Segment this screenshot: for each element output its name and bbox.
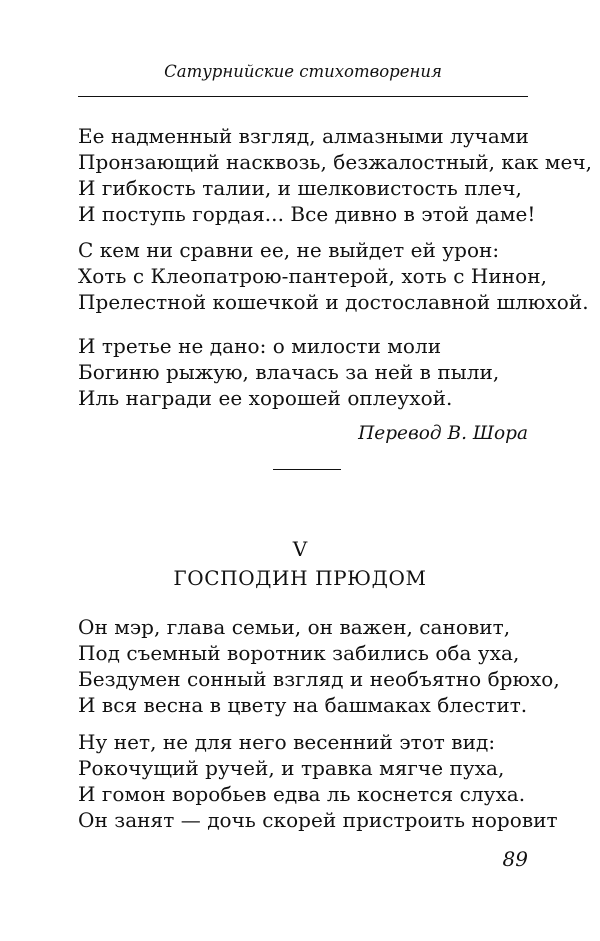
verse-line: Иль награди ее хорошей оплеухой.: [78, 386, 453, 410]
running-header: Сатурнийские стихотворения: [164, 62, 442, 81]
verse-line: Бездумен сонный взгляд и необъятно брюхо,: [78, 667, 560, 691]
verse-line: Хоть с Клеопатрою-пантерой, хоть с Нинон,: [78, 264, 547, 288]
verse-line: И гомон воробьев едва ль коснется слуха.: [78, 782, 526, 806]
stanza: [78, 729, 558, 833]
verse-line: Ее надменный взгляд, алмазными лучами: [78, 124, 529, 148]
verse-line: Прелестной кошечкой и достославной шлюхой.: [78, 290, 589, 314]
poem-title: ГОСПОДИН ПРЮДОМ: [173, 566, 427, 590]
stanza: [78, 333, 538, 411]
verse-line: С кем ни сравни ее, не выйдет ей урон:: [78, 238, 500, 262]
verse-line: Он мэр, глава семьи, он важен, сановит,: [78, 615, 511, 639]
stanza: [78, 123, 593, 227]
stanza: [78, 614, 560, 718]
verse-line: И поступь гордая... Все дивно в этой даме!: [78, 202, 536, 226]
stanza: [78, 237, 589, 315]
translator-credit: Перевод В. Шора: [358, 423, 528, 444]
verse-line: Рокочущий ручей, и травка мягче пуха,: [78, 756, 505, 780]
page-number: 89: [502, 847, 528, 871]
verse-line: И гибкость талии, и шелковистость плеч,: [78, 176, 522, 200]
header-rule: [78, 96, 528, 97]
verse-line: И третье не дано: о милости моли: [78, 334, 442, 358]
verse-line: Ну нет, не для него весенний этот вид:: [78, 730, 496, 754]
verse-line: Он занят — дочь скорей пристроить норовит: [78, 808, 558, 832]
verse-line: Под съемный воротник забились оба уха,: [78, 641, 520, 665]
poem-numeral: V: [292, 537, 308, 561]
verse-line: И вся весна в цвету на башмаках блестит.: [78, 693, 528, 717]
section-divider: [273, 469, 341, 470]
verse-line: Богиню рыжую, влачась за ней в пыли,: [78, 360, 500, 384]
verse-line: Пронзающий насквозь, безжалостный, как меч,: [78, 150, 593, 174]
